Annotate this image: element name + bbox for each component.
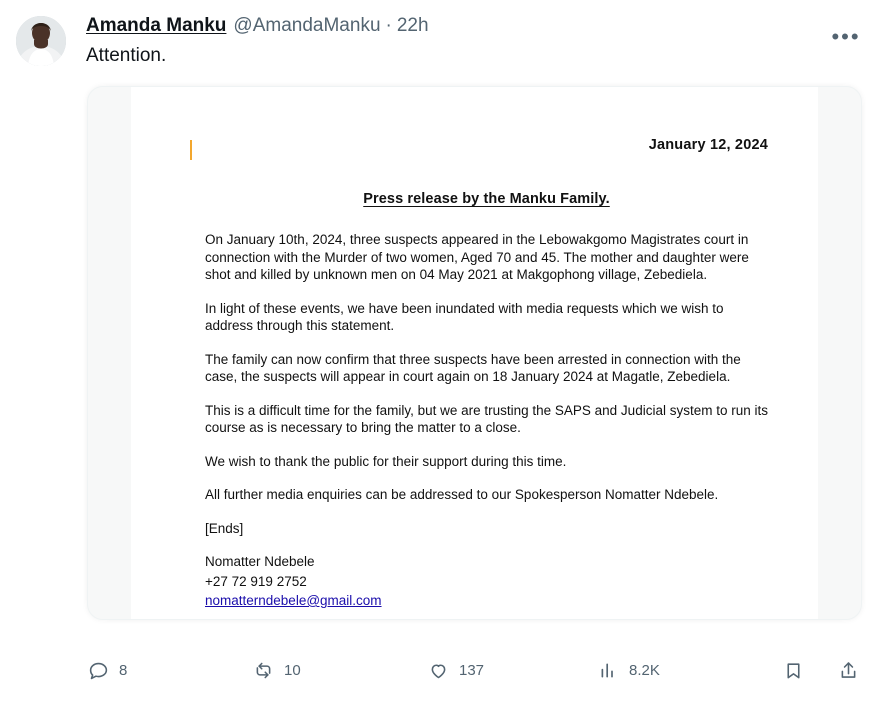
- signature-name: Nomatter Ndebele: [205, 554, 315, 569]
- action-bar-right: [783, 660, 873, 681]
- repost-icon: [253, 660, 274, 681]
- document-paragraph: The family can now confirm that three suspects have been arrested in connection with the case, the suspects will appear in court again on 18 January 2024 at Magatle, Zebediela.: [205, 351, 741, 384]
- document-paragraph: In light of these events, we have been inundated with media requests which we wish to address through this statement.: [205, 300, 724, 333]
- repost-button[interactable]: [253, 660, 428, 681]
- press-release-document: [131, 87, 818, 620]
- signature-phone: +27 72 919 2752: [205, 573, 307, 589]
- author-display-name[interactable]: Amanda Manku: [86, 15, 227, 36]
- post-timestamp[interactable]: 22h: [396, 15, 429, 36]
- tweet-header: [16, 14, 877, 68]
- analytics-icon: [598, 660, 619, 681]
- document-body: [205, 231, 768, 610]
- document-paragraph: All further media enquiries can be addressed to our Spokesperson Nomatter Ndebele.: [205, 487, 719, 502]
- document-date: January 12, 2024: [648, 137, 768, 153]
- views-button[interactable]: [598, 660, 783, 681]
- avatar-wrapper[interactable]: [16, 14, 66, 66]
- document-paragraph: This is a difficult time for the family, but we are trusting the SAPS and Judicial system to run its course as is necessary to bring the matter to a close.: [205, 402, 768, 435]
- media-attachment[interactable]: [87, 86, 862, 620]
- document-paragraph: We wish to thank the public for their support during this time.: [205, 453, 567, 469]
- avatar-image: [16, 16, 66, 66]
- views-count: 8.2K: [629, 662, 660, 679]
- separator-dot: ·: [385, 15, 392, 36]
- reply-count: 8: [119, 662, 128, 679]
- reply-icon: [88, 660, 109, 681]
- document-title: Press release by the Manku Family.: [363, 191, 610, 207]
- text-cursor-marker: [190, 140, 192, 160]
- like-count: 137: [459, 662, 485, 679]
- signature-email-link[interactable]: nomatterndebele@gmail.com: [205, 593, 382, 608]
- more-options-icon[interactable]: •••: [831, 24, 861, 49]
- avatar[interactable]: [16, 16, 66, 66]
- reply-button[interactable]: [88, 660, 253, 681]
- share-icon: [838, 660, 859, 681]
- document-paragraph: [Ends]: [205, 520, 244, 536]
- tweet-header-body: [66, 14, 877, 68]
- like-button[interactable]: [428, 660, 598, 681]
- repost-count: 10: [284, 662, 301, 679]
- bookmark-button[interactable]: [783, 660, 804, 681]
- document-paragraph: On January 10th, 2024, three suspects appeared in the Lebowakgomo Magistrates court in connection with the Murder of two women, Aged 70 and 45. The mother and daughter were shot and killed by unknown men on 04 May 2021 at Makgophong village, Zebediela.: [205, 232, 749, 282]
- share-button[interactable]: [838, 660, 859, 681]
- heart-icon: [428, 660, 449, 681]
- author-row: [86, 14, 877, 38]
- tweet-action-bar: [88, 660, 873, 681]
- bookmark-icon: [783, 660, 804, 681]
- author-handle[interactable]: @AmandaManku: [233, 15, 381, 36]
- tweet-text: Attention.: [86, 45, 167, 66]
